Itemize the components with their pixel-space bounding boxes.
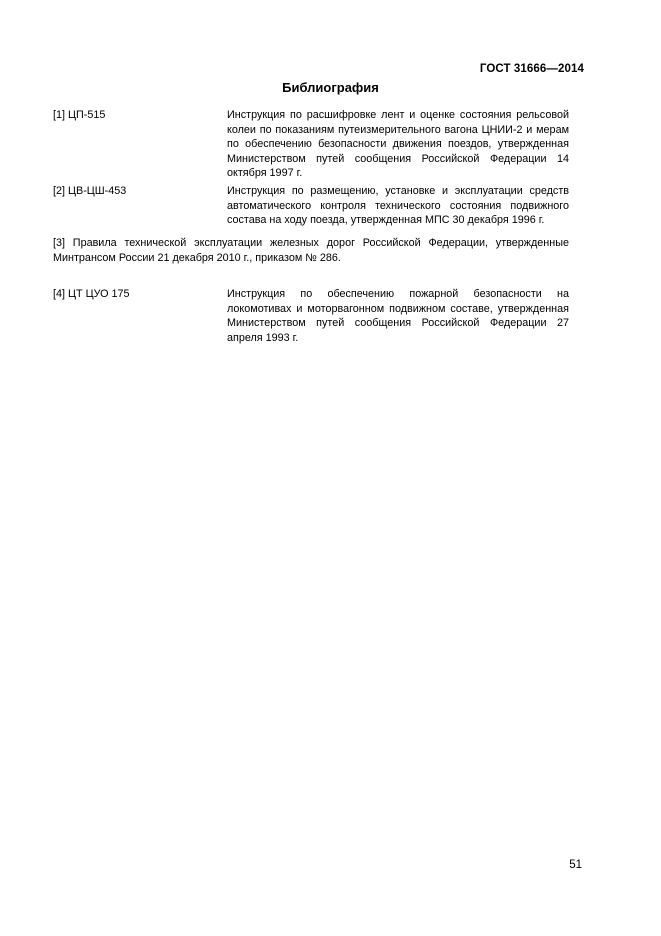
section-title: Библиография bbox=[282, 80, 379, 95]
bibliography-entry-1 bbox=[53, 108, 569, 181]
bibliography-entry-3: [3] Правила технической эксплуатации железных дорог Российской Федерации, утвержденные Минтрансом России 21 декабря 2010 г., приказом № 286. bbox=[53, 237, 569, 264]
entry-reference: [4] ЦТ ЦУО 175 bbox=[53, 288, 130, 300]
bibliography-entry-2 bbox=[53, 184, 569, 228]
entry-reference: [1] ЦП-515 bbox=[53, 109, 106, 121]
entry-description: Инструкция по расшифровке лент и оценке состояния рельсовой колеи по показаниям путеизмерительного вагона ЦНИИ-2 и мерам по обеспечению безопасности движения поездов, утвержденная Министерством путей сообщения Российской Федерации 14 октября 1997 г. bbox=[227, 109, 569, 180]
page-number: 51 bbox=[569, 859, 582, 871]
document-code: ГОСТ 31666—2014 bbox=[479, 63, 584, 75]
entry-description: Инструкция по обеспечению пожарной безопасности на локомотивах и моторвагонном подвижном составе, утвержденная Министерством путей сообщения Российской Федерации 27 апреля 1993 г. bbox=[227, 288, 569, 344]
entry-reference: [2] ЦВ-ЦШ-453 bbox=[53, 185, 127, 197]
bibliography-entry-4 bbox=[53, 287, 569, 345]
entry-description: Инструкция по размещению, установке и эксплуатации средств автоматического контроля технического состояния подвижного состава на ходу поезда, утвержденная МПС 30 декабря 1996 г. bbox=[227, 185, 569, 227]
